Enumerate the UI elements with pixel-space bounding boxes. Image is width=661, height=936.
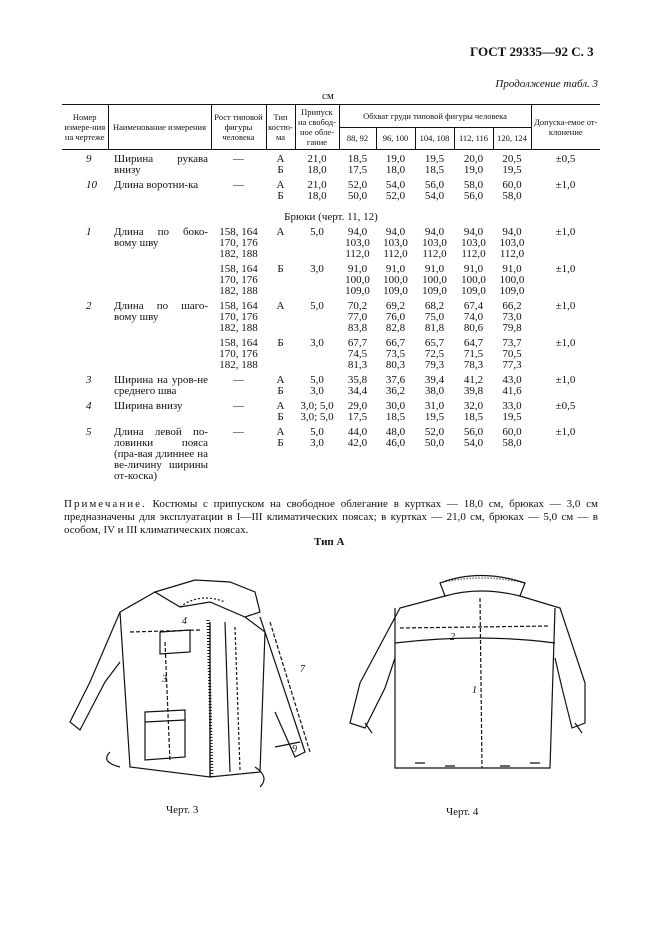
cell-line: 91,0 bbox=[385, 263, 406, 275]
cell-line: 19,5 bbox=[502, 164, 522, 176]
measure-mark: 4 bbox=[182, 616, 187, 627]
row-value bbox=[454, 154, 493, 176]
table-row bbox=[62, 375, 600, 397]
cell-line: 42,0 bbox=[347, 437, 368, 449]
cell-line: 58,0 bbox=[502, 437, 522, 449]
cell-line: 112,0 bbox=[499, 248, 525, 260]
col-header-size: 104, 108 bbox=[415, 127, 454, 150]
table-row bbox=[62, 401, 600, 423]
measure-mark: 7 bbox=[300, 664, 305, 675]
row-value bbox=[493, 264, 531, 297]
row-types bbox=[266, 154, 295, 176]
row-value bbox=[415, 154, 454, 176]
cell-line: Б bbox=[277, 411, 284, 423]
cell-line: 17,5 bbox=[347, 164, 368, 176]
figure-type-label: Тип А bbox=[314, 536, 345, 548]
row-allowance: 5,0 bbox=[310, 226, 324, 238]
cell-line: Б bbox=[277, 190, 284, 202]
measurements-table bbox=[62, 104, 600, 486]
row-value bbox=[376, 427, 415, 482]
cell-line: 30,0 bbox=[385, 400, 406, 412]
cell-line: 158, 164 bbox=[219, 263, 258, 275]
cell-line: 66,7 bbox=[385, 337, 406, 349]
row-value bbox=[376, 375, 415, 397]
row-allowance bbox=[295, 375, 339, 397]
cell-line: 67,7 bbox=[347, 337, 368, 349]
row-value bbox=[376, 338, 415, 371]
col-header-size: 112, 116 bbox=[454, 127, 493, 150]
cell-line: 48,0 bbox=[385, 426, 406, 438]
footnote-lead: Примечание. bbox=[64, 498, 147, 510]
row-number: 2 bbox=[86, 300, 92, 312]
row-value bbox=[376, 180, 415, 202]
table-row bbox=[62, 154, 600, 176]
row-tolerance: ±1,0 bbox=[555, 179, 576, 191]
cell-line: 56,0 bbox=[463, 426, 484, 438]
row-value bbox=[493, 227, 531, 260]
cell-line: 112,0 bbox=[422, 248, 447, 260]
cell-line: 21,0 bbox=[307, 179, 327, 191]
row-value bbox=[493, 427, 531, 482]
row-value bbox=[454, 401, 493, 423]
cell-line: 20,5 bbox=[502, 153, 522, 165]
cell-line: 103,0 bbox=[422, 237, 447, 249]
cell-line: 3,0 bbox=[310, 437, 324, 449]
row-number bbox=[62, 338, 108, 371]
row-tolerance: ±1,0 bbox=[555, 300, 576, 312]
cell-line: 91,0 bbox=[502, 263, 522, 275]
row-tolerance: ±1,0 bbox=[555, 226, 576, 238]
cell-line: 39,8 bbox=[463, 385, 484, 397]
cell-line: 100,0 bbox=[345, 274, 370, 286]
cell-line: 77,3 bbox=[502, 359, 522, 371]
row-heights bbox=[211, 227, 266, 260]
cell-line: 34,4 bbox=[347, 385, 368, 397]
cell-line: 182, 188 bbox=[219, 248, 258, 260]
cell-line: 94,0 bbox=[502, 226, 522, 238]
row-type: Б bbox=[277, 263, 284, 275]
cell-line: 109,0 bbox=[383, 285, 408, 297]
cell-line: 100,0 bbox=[383, 274, 408, 286]
row-value bbox=[376, 154, 415, 176]
table-row bbox=[62, 301, 600, 334]
section-title: Брюки (черт. 11, 12) bbox=[284, 211, 378, 223]
row-value bbox=[415, 301, 454, 334]
cell-line: 50,0 bbox=[424, 437, 445, 449]
row-allowance: 5,0 bbox=[310, 300, 324, 312]
cell-line: 94,0 bbox=[424, 226, 445, 238]
cell-line: 75,0 bbox=[424, 311, 445, 323]
cell-line: Б bbox=[277, 437, 284, 449]
cell-line: 91,0 bbox=[463, 263, 484, 275]
measure-mark: 1 bbox=[472, 685, 477, 696]
table-continuation-label: Продолжение табл. 3 bbox=[495, 78, 598, 90]
cell-line: 18,0 bbox=[307, 190, 327, 202]
row-types bbox=[266, 427, 295, 482]
cell-line: 158, 164 bbox=[219, 226, 258, 238]
cell-line: 35,8 bbox=[347, 374, 368, 386]
cell-line: 109,0 bbox=[345, 285, 370, 297]
cell-line: 83,8 bbox=[347, 322, 368, 334]
row-tolerance: ±1,0 bbox=[555, 426, 576, 438]
cell-line: 19,0 bbox=[385, 153, 406, 165]
cell-line: 18,5 bbox=[347, 153, 368, 165]
row-value bbox=[454, 264, 493, 297]
col-header-type: Тип костю-ма bbox=[266, 105, 295, 150]
cell-line: 170, 176 bbox=[219, 274, 258, 286]
row-value bbox=[493, 375, 531, 397]
measurement-name: Ширина рукава внизу bbox=[114, 153, 208, 176]
cell-line: А bbox=[276, 426, 285, 438]
cell-line: 109,0 bbox=[499, 285, 525, 297]
cell-line: 3,0; 5,0 bbox=[300, 411, 334, 423]
measure-mark: 2 bbox=[450, 632, 455, 643]
cell-line: 158, 164 bbox=[219, 300, 258, 312]
row-number bbox=[62, 264, 108, 297]
measurement-name: Длина по шаго-вому шву bbox=[114, 300, 208, 323]
cell-line: 170, 176 bbox=[219, 348, 258, 360]
table-row bbox=[62, 338, 600, 371]
cell-line: 182, 188 bbox=[219, 322, 258, 334]
row-value bbox=[376, 227, 415, 260]
row-value bbox=[376, 264, 415, 297]
cell-line: 66,2 bbox=[502, 300, 522, 312]
row-value bbox=[339, 427, 376, 482]
row-types bbox=[266, 180, 295, 202]
page-header: ГОСТ 29335—92 С. 3 bbox=[470, 44, 594, 59]
cell-line: 5,0 bbox=[310, 374, 324, 386]
footnote bbox=[64, 498, 598, 537]
row-value bbox=[339, 154, 376, 176]
cell-line: 81,8 bbox=[424, 322, 445, 334]
cell-line: 39,4 bbox=[424, 374, 445, 386]
cell-line: А bbox=[276, 400, 285, 412]
cell-line: 100,0 bbox=[422, 274, 447, 286]
row-value bbox=[493, 301, 531, 334]
measurement-name bbox=[108, 264, 211, 297]
row-height: — bbox=[233, 179, 244, 191]
row-allowance: 3,0 bbox=[310, 337, 324, 349]
cell-line: 37,6 bbox=[385, 374, 406, 386]
jacket-front-drawing bbox=[60, 572, 320, 792]
cell-line: 17,5 bbox=[347, 411, 368, 423]
cell-line: 74,0 bbox=[463, 311, 484, 323]
row-tolerance: ±1,0 bbox=[555, 263, 576, 275]
cell-line: 65,7 bbox=[424, 337, 445, 349]
cell-line: 3,0; 5,0 bbox=[300, 400, 334, 412]
cell-line: 54,0 bbox=[385, 179, 406, 191]
cell-line: 18,0 bbox=[307, 164, 327, 176]
cell-line: 41,6 bbox=[502, 385, 522, 397]
row-number: 3 bbox=[86, 374, 92, 386]
row-number: 10 bbox=[86, 179, 97, 191]
cell-line: 72,5 bbox=[424, 348, 445, 360]
row-height: — bbox=[233, 374, 244, 386]
cell-line: А bbox=[276, 153, 285, 165]
cell-line: 76,0 bbox=[385, 311, 406, 323]
row-value bbox=[493, 154, 531, 176]
cell-line: 103,0 bbox=[499, 237, 525, 249]
cell-line: 82,8 bbox=[385, 322, 406, 334]
cell-line: 33,0 bbox=[502, 400, 522, 412]
row-value bbox=[415, 180, 454, 202]
row-heights bbox=[211, 301, 266, 334]
row-value bbox=[339, 338, 376, 371]
cell-line: 80,3 bbox=[385, 359, 406, 371]
cell-line: 52,0 bbox=[424, 426, 445, 438]
col-header-tolerance: Допуска-емое от-клонение bbox=[531, 105, 600, 150]
table-row bbox=[62, 227, 600, 260]
row-allowance bbox=[295, 401, 339, 423]
cell-line: 58,0 bbox=[502, 190, 522, 202]
col-header-chest: Обхват груди типовой фигуры человека bbox=[339, 105, 531, 128]
row-value bbox=[415, 427, 454, 482]
figure-3-caption: Черт. 3 bbox=[166, 804, 199, 816]
cell-line: 109,0 bbox=[461, 285, 486, 297]
cell-line: 100,0 bbox=[499, 274, 525, 286]
cell-line: 31,0 bbox=[424, 400, 445, 412]
row-value bbox=[415, 264, 454, 297]
col-header-size: 88, 92 bbox=[339, 127, 376, 150]
measurement-name: Ширина на уров-не среднего шва bbox=[114, 374, 208, 397]
row-tolerance: ±1,0 bbox=[555, 374, 576, 386]
row-allowance bbox=[295, 180, 339, 202]
cell-line: 58,0 bbox=[463, 179, 484, 191]
row-number: 9 bbox=[86, 153, 92, 165]
row-height: — bbox=[233, 426, 244, 438]
cell-line: 18,5 bbox=[385, 411, 406, 423]
cell-line: 73,7 bbox=[502, 337, 522, 349]
measurement-name: Длина по боко-вому шву bbox=[114, 226, 208, 249]
col-header-num: Номер измере-ния на чертеже bbox=[62, 105, 108, 150]
row-allowance bbox=[295, 154, 339, 176]
cell-line: 100,0 bbox=[461, 274, 486, 286]
row-type: Б bbox=[277, 337, 284, 349]
cell-line: 68,2 bbox=[424, 300, 445, 312]
cell-line: 43,0 bbox=[502, 374, 522, 386]
col-header-size: 120, 124 bbox=[493, 127, 531, 150]
cell-line: 54,0 bbox=[424, 190, 445, 202]
cell-line: Б bbox=[277, 164, 284, 176]
cell-line: 94,0 bbox=[463, 226, 484, 238]
figure-4-caption: Черт. 4 bbox=[446, 806, 479, 818]
cell-line: 18,5 bbox=[424, 164, 445, 176]
row-value bbox=[493, 338, 531, 371]
cell-line: 182, 188 bbox=[219, 285, 258, 297]
row-value bbox=[454, 180, 493, 202]
cell-line: 41,2 bbox=[463, 374, 484, 386]
cell-line: 19,5 bbox=[424, 153, 445, 165]
row-value bbox=[454, 227, 493, 260]
cell-line: 109,0 bbox=[422, 285, 447, 297]
cell-line: 52,0 bbox=[347, 179, 368, 191]
measure-mark: 9 bbox=[292, 744, 297, 755]
cell-line: 112,0 bbox=[461, 248, 486, 260]
row-value bbox=[454, 427, 493, 482]
cell-line: 67,4 bbox=[463, 300, 484, 312]
col-header-height: Рост типовой фигуры человека bbox=[211, 105, 266, 150]
cell-line: 20,0 bbox=[463, 153, 484, 165]
cell-line: 91,0 bbox=[424, 263, 445, 275]
cell-line: 38,0 bbox=[424, 385, 445, 397]
col-header-size: 96, 100 bbox=[376, 127, 415, 150]
cell-line: 19,5 bbox=[424, 411, 445, 423]
row-allowance: 3,0 bbox=[310, 263, 324, 275]
cell-line: 32,0 bbox=[463, 400, 484, 412]
footnote-text: Костюмы с припуском на свободное облегание в куртках — 18,0 см, брюках — 3,0 см предназначены для эксплуатации в I—III климатических поясах; в куртках — 21,0 см, брюках — 5,0 см — в особом, IV и III климатических поясах. bbox=[64, 498, 598, 536]
row-value bbox=[493, 180, 531, 202]
row-number: 1 bbox=[86, 226, 92, 238]
cell-line: 70,2 bbox=[347, 300, 368, 312]
cell-line: 91,0 bbox=[347, 263, 368, 275]
cell-line: 112,0 bbox=[383, 248, 408, 260]
cell-line: 103,0 bbox=[383, 237, 408, 249]
cell-line: 44,0 bbox=[347, 426, 368, 438]
cell-line: 94,0 bbox=[347, 226, 368, 238]
cell-line: 79,8 bbox=[502, 322, 522, 334]
cell-line: 52,0 bbox=[385, 190, 406, 202]
row-value bbox=[376, 301, 415, 334]
row-value bbox=[339, 264, 376, 297]
cell-line: 73,0 bbox=[502, 311, 522, 323]
col-header-name: Наименование измерения bbox=[108, 105, 211, 150]
cell-line: 64,7 bbox=[463, 337, 484, 349]
row-value bbox=[339, 375, 376, 397]
table-row bbox=[62, 180, 600, 202]
measure-mark: 3 bbox=[162, 674, 167, 685]
row-type: А bbox=[276, 226, 285, 238]
col-header-allowance: Припуск на свобод-ное обле-гание bbox=[295, 105, 339, 150]
cell-line: Б bbox=[277, 385, 284, 397]
row-value bbox=[493, 401, 531, 423]
row-height: — bbox=[233, 153, 244, 165]
row-value bbox=[339, 227, 376, 260]
cell-line: 103,0 bbox=[461, 237, 486, 249]
cell-line: 71,5 bbox=[463, 348, 484, 360]
row-types bbox=[266, 375, 295, 397]
row-number: 4 bbox=[86, 400, 92, 412]
cell-line: 3,0 bbox=[310, 385, 324, 397]
row-tolerance: ±0,5 bbox=[555, 153, 576, 165]
row-value bbox=[415, 401, 454, 423]
cell-line: 69,2 bbox=[385, 300, 406, 312]
cell-line: 56,0 bbox=[463, 190, 484, 202]
cell-line: 103,0 bbox=[345, 237, 370, 249]
row-tolerance: ±1,0 bbox=[555, 337, 576, 349]
row-heights bbox=[211, 264, 266, 297]
cell-line: 19,5 bbox=[502, 411, 522, 423]
jacket-back-drawing bbox=[340, 568, 590, 788]
row-value bbox=[454, 375, 493, 397]
row-value bbox=[415, 227, 454, 260]
cell-line: 18,0 bbox=[385, 164, 406, 176]
cell-line: 158, 164 bbox=[219, 337, 258, 349]
row-types bbox=[266, 401, 295, 423]
row-value bbox=[415, 375, 454, 397]
cell-line: 81,3 bbox=[347, 359, 368, 371]
row-value bbox=[376, 401, 415, 423]
row-height: — bbox=[233, 400, 244, 412]
row-type: А bbox=[276, 300, 285, 312]
row-value bbox=[415, 338, 454, 371]
cell-line: 78,3 bbox=[463, 359, 484, 371]
cell-line: 5,0 bbox=[310, 426, 324, 438]
unit-label: см bbox=[322, 90, 334, 102]
cell-line: 50,0 bbox=[347, 190, 368, 202]
row-allowance bbox=[295, 427, 339, 482]
cell-line: А bbox=[276, 179, 285, 191]
measurement-name: Ширина внизу bbox=[114, 400, 183, 412]
measurement-name: Длина левой по-ловинки пояса (пра-вая длиннее на ве-личину ширины от-коска) bbox=[114, 426, 208, 482]
cell-line: 46,0 bbox=[385, 437, 406, 449]
cell-line: 70,5 bbox=[502, 348, 522, 360]
cell-line: 18,5 bbox=[463, 411, 484, 423]
cell-line: 182, 188 bbox=[219, 359, 258, 371]
table-row bbox=[62, 264, 600, 297]
cell-line: 74,5 bbox=[347, 348, 368, 360]
cell-line: 56,0 bbox=[424, 179, 445, 191]
cell-line: 21,0 bbox=[307, 153, 327, 165]
cell-line: 60,0 bbox=[502, 426, 522, 438]
row-value bbox=[454, 338, 493, 371]
cell-line: 29,0 bbox=[347, 400, 368, 412]
row-value bbox=[339, 180, 376, 202]
cell-line: 170, 176 bbox=[219, 311, 258, 323]
cell-line: 94,0 bbox=[385, 226, 406, 238]
row-value bbox=[339, 301, 376, 334]
row-number: 5 bbox=[86, 426, 92, 438]
cell-line: 60,0 bbox=[502, 179, 522, 191]
cell-line: 79,3 bbox=[424, 359, 445, 371]
table-row bbox=[62, 427, 600, 482]
cell-line: 170, 176 bbox=[219, 237, 258, 249]
measurement-name bbox=[108, 338, 211, 371]
cell-line: 54,0 bbox=[463, 437, 484, 449]
cell-line: А bbox=[276, 374, 285, 386]
row-tolerance: ±0,5 bbox=[555, 400, 576, 412]
cell-line: 19,0 bbox=[463, 164, 484, 176]
cell-line: 77,0 bbox=[347, 311, 368, 323]
row-value bbox=[454, 301, 493, 334]
cell-line: 112,0 bbox=[345, 248, 370, 260]
cell-line: 36,2 bbox=[385, 385, 406, 397]
row-heights bbox=[211, 338, 266, 371]
cell-line: 80,6 bbox=[463, 322, 484, 334]
row-value bbox=[339, 401, 376, 423]
measurement-name: Длина воротни-ка bbox=[114, 179, 199, 191]
cell-line: 73,5 bbox=[385, 348, 406, 360]
